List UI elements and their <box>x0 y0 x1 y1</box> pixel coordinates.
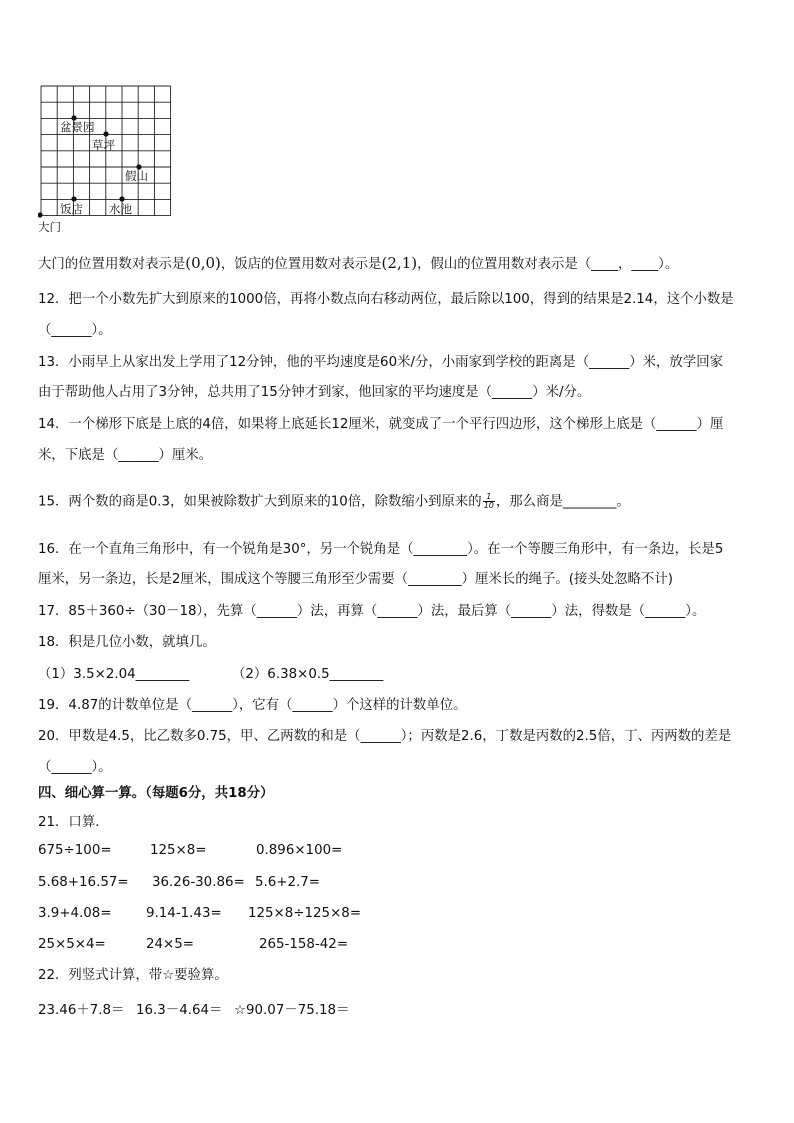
question-11 <box>38 254 678 274</box>
question-12-line1: 12．把一个小数先扩大到原来的1000倍，再将小数点向右移动两位，最后除以100，得到的结果是2.14，这个小数是 <box>38 292 734 307</box>
q11-pair-gate: (0,0) <box>185 254 221 272</box>
q11-pair-hotel: (2,1) <box>381 254 418 272</box>
question-13-line1: 13．小雨早上从家出发上学用了12分钟，他的平均速度是60米/分，小雨家到学校的距离是（______）米，放学回家 <box>38 355 723 370</box>
question-16-line2: 厘米，另一条边，长是2厘米，围成这个等腰三角形至少需要（________）厘米长的绳子。(接头处忽略不计) <box>38 572 673 587</box>
gate-point <box>38 212 43 217</box>
q21-row1-col1: 675÷100= <box>38 843 112 858</box>
question-14-line1: 14．一个梯形下底是上底的4倍，如果将上底延长12厘米，就变成了一个平行四边形，这个梯形上底是（______）厘 <box>38 417 724 432</box>
q21-row1-col2: 125×8= <box>150 843 207 858</box>
question-15 <box>38 493 630 512</box>
question-18-item1: （1）3.5×2.04________ <box>38 667 190 682</box>
map-label-gate: 大门 <box>38 220 61 232</box>
q22-item3: ☆90.07－75.18＝ <box>234 1003 350 1018</box>
question-17: 17．85＋360÷（30－18），先算（______）法，再算（______）法，最后算（______）法，得数是（______）。 <box>38 604 706 619</box>
map-label-pond: 水池 <box>109 202 132 216</box>
q21-row2-col2: 36.26-30.86= <box>152 875 245 890</box>
question-18: 18．积是几位小数，就填几。 <box>38 635 216 650</box>
map-label-hotel: 饭店 <box>60 202 83 216</box>
pond-point <box>119 196 124 201</box>
q21-row2-col1: 5.68+16.57= <box>38 875 129 890</box>
q11-text-pre: 大门的位置用数对表示是 <box>38 257 186 272</box>
q15-text-pre: 15．两个数的商是0.3，如果被除数扩大到原来的10倍，除数缩小到原来的 <box>38 494 482 510</box>
section-4-title: 四、细心算一算。（每题6分，共18分） <box>38 786 274 801</box>
q21-row2-col3: 5.6+2.7= <box>255 875 321 890</box>
q15-fraction-numerator: 1 <box>483 493 495 502</box>
q11-text-post: ，假山的位置用数对表示是（____，____）。 <box>417 257 679 272</box>
question-19: 19．4.87的计数单位是（______），它有（______）个这样的计数单位。 <box>38 698 467 713</box>
q22-item2: 16.3－4.64＝ <box>136 1003 223 1018</box>
grid-svg <box>38 82 188 232</box>
q21-row4-col2: 24×5= <box>146 937 194 952</box>
coordinate-grid-map <box>38 82 188 232</box>
question-16-line1: 16．在一个直角三角形中，有一个锐角是30°，另一个锐角是（________）。在一个等腰三角形中，有一条边，长是5 <box>38 542 724 557</box>
q15-fraction-denominator: 10 <box>483 501 494 510</box>
question-20-line1: 20．甲数是4.5，比乙数多0.75，甲、乙两数的和是（______）；丙数是2.6，丁数是丙数的2.5倍，丁、丙两数的差是 <box>38 729 732 744</box>
question-12-line2: （______）。 <box>38 323 112 338</box>
q15-text-post: ，那么商是________。 <box>495 494 630 510</box>
q11-text-mid: ，饭店的位置用数对表示是 <box>220 257 382 272</box>
q21-row3-col1: 3.9+4.08= <box>38 906 112 921</box>
question-18-item2: （2）6.38×0.5________ <box>232 667 384 682</box>
map-label-rockery: 假山 <box>125 169 148 183</box>
q21-row3-col2: 9.14-1.43= <box>146 906 222 921</box>
map-label-lawn: 草坪 <box>92 138 115 152</box>
q22-item1: 23.46＋7.8＝ <box>38 1003 125 1018</box>
q15-fraction <box>483 493 495 510</box>
q21-row1-col3: 0.896×100= <box>256 843 343 858</box>
map-label-garden: 盆景园 <box>60 120 95 134</box>
q21-row3-col3: 125×8÷125×8= <box>248 906 362 921</box>
question-21-title: 21．口算． <box>38 815 109 830</box>
question-13-line2: 由于帮助他人占用了3分钟，总共用了15分钟才到家，他回家的平均速度是（______）米/分。 <box>38 385 591 400</box>
q21-row4-col1: 25×5×4= <box>38 937 106 952</box>
hotel-point <box>71 196 76 201</box>
lawn-point <box>103 131 108 136</box>
question-20-line2: （______）。 <box>38 760 112 775</box>
question-14-line2: 米，下底是（______）厘米。 <box>38 448 213 463</box>
q21-row4-col3: 265-158-42= <box>259 937 349 952</box>
question-22-title: 22．列竖式计算，带☆要验算。 <box>38 968 228 983</box>
